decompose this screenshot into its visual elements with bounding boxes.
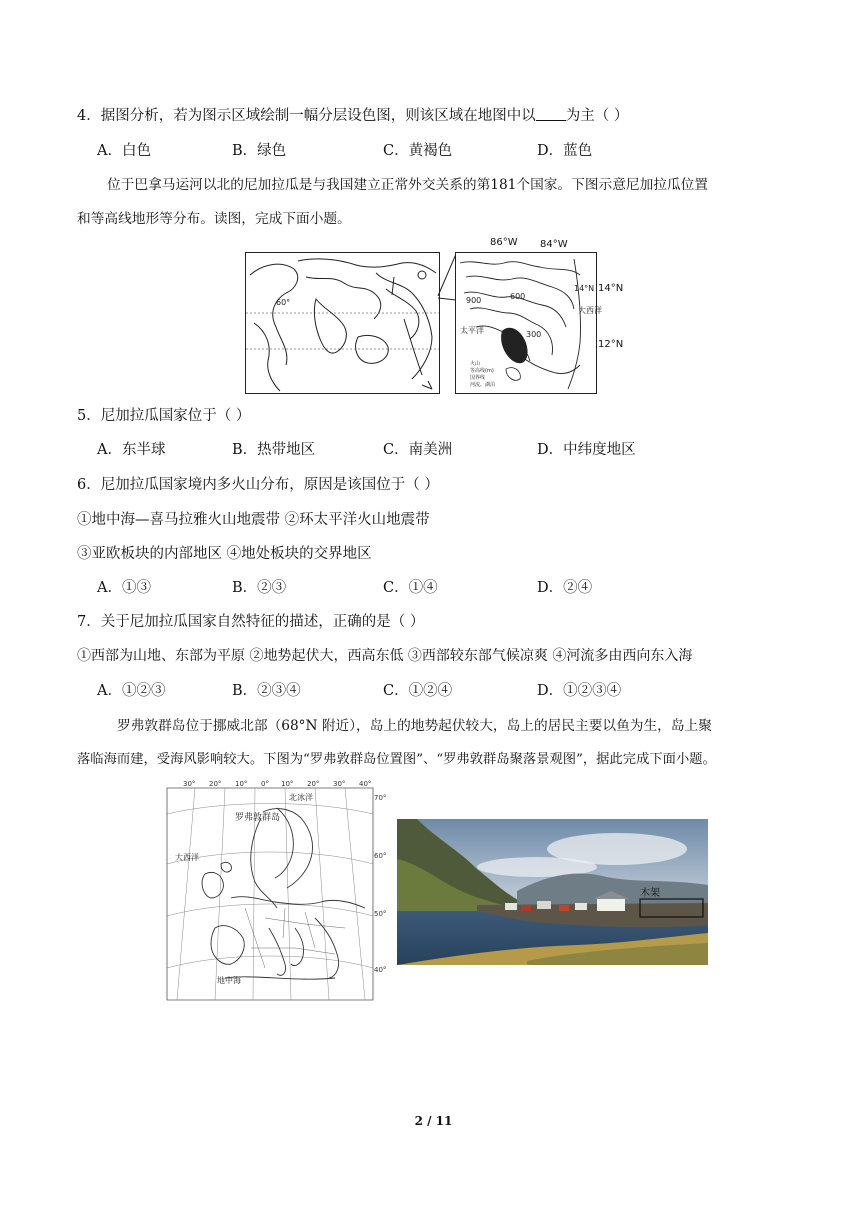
q7-options [97, 681, 797, 701]
lon-84w: 84°W [540, 239, 568, 250]
atlantic-label-europe: 大西洋 [175, 853, 199, 862]
option-d: D．①②③④ [537, 683, 622, 699]
lon-30e: 30° [333, 780, 346, 788]
q5-options [97, 440, 797, 460]
legend-volcano: 火山 [470, 361, 481, 367]
lon-20w: 20° [209, 780, 222, 788]
atlantic-label: 大西洋 [578, 306, 602, 315]
lon-10w: 10° [235, 780, 248, 788]
landscape-image [397, 819, 708, 965]
legend-contour: 等高线(m) [470, 368, 494, 374]
world-map-label: 60° [276, 298, 291, 307]
lat-14n-outer: 14°N [598, 283, 624, 294]
arctic-label: 北冰洋 [289, 793, 313, 802]
page-number: 2 / 11 [414, 1114, 453, 1128]
q5-stem: 5．尼加拉瓜国家位于（ ） [77, 408, 251, 424]
option-c: C．黄褐色 [383, 143, 453, 159]
option-d: D．中纬度地区 [537, 442, 636, 458]
europe-map [165, 778, 387, 1006]
lon-30w: 30° [183, 780, 196, 788]
answer-blank [536, 106, 566, 121]
lon-0: 0° [261, 780, 269, 788]
lat-50: 50° [374, 910, 387, 918]
nicaragua-intro-line1: 位于巴拿马运河以北的尼加拉瓜是与我国建立正常外交关系的第181个国家。下图示意尼加拉瓜位置 [107, 177, 709, 193]
q6-options [97, 578, 797, 598]
option-c: C．①②④ [383, 683, 453, 699]
q6-item1: ①地中海—喜马拉雅火山地震带 ②环太平洋火山地震带 [77, 512, 430, 528]
q7-stem: 7．关于尼加拉瓜国家自然特征的描述，正确的是（ ） [77, 614, 425, 630]
nicaragua-contour-map [456, 253, 602, 393]
lon-20e: 20° [307, 780, 320, 788]
europe-map-figure [165, 778, 387, 1006]
option-a: A．白色 [97, 143, 151, 159]
mediterranean-label: 地中海 [217, 976, 241, 985]
world-map [246, 253, 439, 393]
legend-border: 国界线 [470, 375, 486, 381]
lat-70: 70° [374, 794, 387, 802]
legend-river: 河流、湖泊 [470, 382, 496, 388]
lon-86w: 86°W [490, 237, 518, 248]
option-d: D．②④ [537, 580, 593, 596]
nicaragua-map-figure [455, 252, 602, 394]
lofoten-intro-line1: 罗弗敦群岛位于挪威北部（68°N 附近），岛上的地势起伏较大，岛上的居民主要以鱼为生，岛上聚 [117, 718, 712, 734]
world-map-figure [245, 252, 440, 394]
option-d: D．蓝色 [537, 143, 593, 159]
option-a: A．①②③ [97, 683, 166, 699]
lat-14n: 14°N [574, 284, 595, 293]
q6-stem: 6．尼加拉瓜国家境内多火山分布，原因是该国位于（ ） [77, 477, 439, 493]
lon-40e: 40° [359, 780, 372, 788]
option-b: B．绿色 [232, 143, 287, 159]
option-c: C．①④ [383, 580, 438, 596]
lofoten-intro-line2: 落临海而建，受海风影响较大。下图为“罗弗敦群岛位置图”、“罗弗敦群岛聚落景观图”，据此完成下面小题。 [77, 752, 716, 767]
contour-300: 300 [526, 330, 542, 339]
option-a: A．东半球 [97, 442, 166, 458]
option-b: B．②③ [232, 580, 287, 596]
q4-options [97, 141, 797, 161]
nicaragua-intro-line2: 和等高线地形等分布。读图，完成下面小题。 [77, 211, 351, 227]
lofoten-label: 罗弗敦群岛 [235, 813, 281, 823]
lat-40: 40° [374, 966, 387, 974]
lat-60: 60° [374, 852, 387, 860]
lon-10e: 10° [281, 780, 294, 788]
wooden-rack-label: 木架 [640, 888, 660, 899]
q6-item2: ③亚欧板块的内部地区 ④地处板块的交界地区 [77, 546, 372, 562]
option-b: B．热带地区 [232, 442, 316, 458]
q7-items: ①西部为山地、东部为平原 ②地势起伏大，西高东低 ③西部较东部气候凉爽 ④河流多由西向东入海 [77, 648, 693, 664]
option-a: A．①③ [97, 580, 151, 596]
pacific-label: 太平洋 [460, 326, 484, 335]
lofoten-photo [397, 819, 708, 965]
option-c: C．南美洲 [383, 442, 453, 458]
q4-stem: 4．据图分析，若为图示区域绘制一幅分层设色图，则该区域在地图中以 为主（ ） [77, 108, 629, 124]
lat-12n: 12°N [598, 339, 624, 350]
contour-900: 900 [466, 296, 482, 305]
option-b: B．②③④ [232, 683, 301, 699]
contour-600: 600 [510, 292, 526, 301]
